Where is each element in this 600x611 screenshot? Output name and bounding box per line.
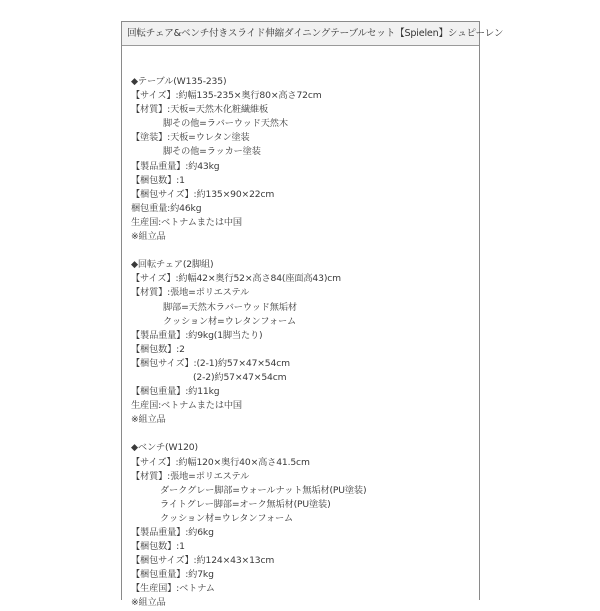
chair-origin: 生産国:ベトナムまたは中国	[131, 400, 242, 412]
table-material: 【材質】:天板=天然木化粧繊維板	[131, 104, 269, 116]
table-finish-legs: 脚その他=ラッカー塗装	[163, 146, 261, 158]
bench-size: 【サイズ】:約幅120×奥行40×高さ41.5cm	[131, 456, 310, 468]
table-size: 【サイズ】:約幅135-235×奥行80×高さ72cm	[131, 90, 322, 102]
table-package-weight: 梱包重量:約46kg	[131, 202, 202, 214]
chair-package-count: 【梱包数】:2	[131, 343, 185, 355]
panel-title: 回転チェア&ベンチ付きスライド伸縮ダイニングテーブルセット【Spielen】シュピーレン	[122, 22, 479, 46]
bench-material: 【材質】:張地=ポリエステル	[131, 470, 250, 482]
chair-material: 【材質】:張地=ポリエステル	[131, 287, 250, 299]
section-heading-bench: ◆ベンチ(W120)	[131, 442, 198, 454]
bench-package-weight: 【梱包重量】:約7kg	[131, 569, 214, 581]
bench-package-size: 【梱包サイズ】:約124×43×13cm	[131, 555, 275, 567]
chair-package-size-2: (2-2)約57×47×54cm	[193, 371, 287, 383]
chair-package-size: 【梱包サイズ】:(2-1)約57×47×54cm	[131, 357, 290, 369]
table-finish: 【塗装】:天板=ウレタン塗装	[131, 132, 250, 144]
chair-size: 【サイズ】:約幅42×奥行52×高さ84(座面高43)cm	[131, 273, 341, 285]
spec-content	[122, 46, 479, 611]
table-weight: 【製品重量】:約43kg	[131, 160, 220, 172]
bench-assembly-note: ※組立品	[131, 597, 166, 609]
section-heading-chair: ◆回転チェア(2脚組)	[131, 259, 214, 271]
spec-panel	[121, 21, 504, 609]
section-heading-table: ◆テーブル(W135-235)	[131, 76, 227, 87]
bench-material-light-legs: ライトグレー脚部=オーク無垢材(PU塗装)	[160, 498, 331, 510]
bench-package-count: 【梱包数】:1	[131, 541, 185, 553]
bench-weight: 【製品重量】:約6kg	[131, 527, 214, 538]
chair-weight: 【製品重量】:約9kg(1脚当たり)	[131, 329, 263, 341]
table-assembly-note: ※組立品	[131, 231, 166, 243]
chair-package-weight: 【梱包重量】:約11kg	[131, 386, 220, 398]
chair-material-cushion: クッション材=ウレタンフォーム	[163, 315, 297, 327]
bench-material-dark-legs: ダークグレー脚部=ウォールナット無垢材(PU塗装)	[160, 484, 367, 496]
chair-assembly-note: ※組立品	[131, 414, 166, 426]
table-material-legs: 脚その他=ラバーウッド天然木	[163, 118, 288, 130]
chair-material-legs: 脚部=天然木ラバーウッド無垢材	[163, 301, 297, 313]
table-origin: 生産国:ベトナムまたは中国	[131, 216, 242, 228]
bench-origin: 【生産国】:ベトナム	[131, 583, 215, 595]
table-package-count: 【梱包数】:1	[131, 174, 185, 186]
bench-material-cushion: クッション材=ウレタンフォーム	[160, 512, 294, 524]
table-package-size: 【梱包サイズ】:約135×90×22cm	[131, 188, 275, 200]
